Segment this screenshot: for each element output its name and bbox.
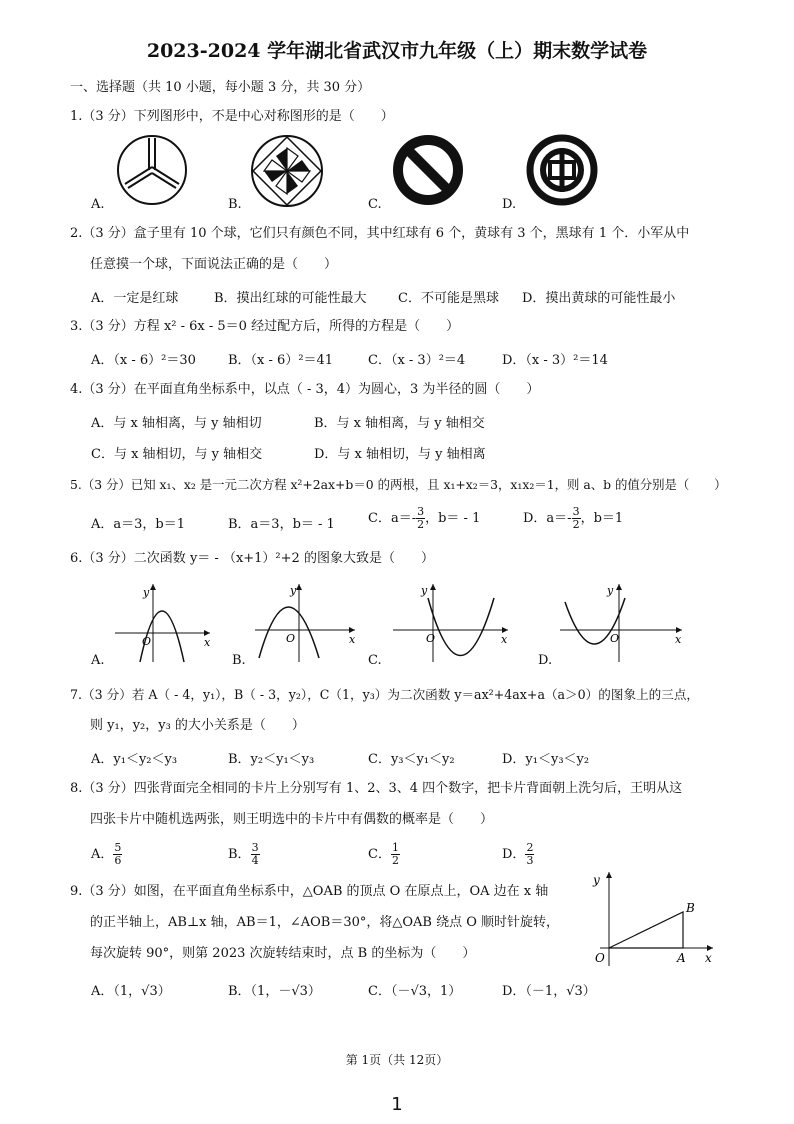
q5-option-c-tail: ，b＝ - 1 xyxy=(425,511,481,526)
q6b-y-label: y xyxy=(290,584,297,597)
q3-option-b: B．（x - 6）²＝41 xyxy=(228,353,334,368)
q7-line2: 则 y₁，y₂，y₃ 的大小关系是（ ） xyxy=(90,718,305,733)
fraction-denominator: 3 xyxy=(526,854,534,867)
q9-line1: 9.（3 分）如图，在平面直角坐标系中，△OAB 的顶点 O 在原点上，OA 边在 x 轴 xyxy=(70,884,549,899)
q5-option-c xyxy=(368,506,480,531)
q6c-origin: O xyxy=(426,632,436,645)
q6a-origin: O xyxy=(142,635,152,648)
q2-option-a: A．一定是红球 xyxy=(91,291,179,306)
q6-label-c: C. xyxy=(368,653,382,668)
fraction-denominator: 2 xyxy=(391,854,399,867)
q2-line1: 2.（3 分）盒子里有 10 个球，它们只有颜色不同，其中红球有 6 个，黄球有 3 个，黑球有 1 个．小军从中 xyxy=(70,226,690,241)
q6-graph-c xyxy=(388,578,513,663)
q9-option-b: B．（1，－√3） xyxy=(228,984,321,999)
q1-figure-c xyxy=(392,134,464,206)
q8-option-d xyxy=(502,842,534,867)
q8-option-c xyxy=(368,842,400,867)
fraction-denominator: 6 xyxy=(114,854,122,867)
q9-option-a: A．（1，√3） xyxy=(91,984,171,999)
q9-o-label: O xyxy=(595,951,605,965)
q1-label-c: C. xyxy=(368,197,382,212)
q4-option-d: D．与 x 轴相切，与 y 轴相离 xyxy=(314,447,486,462)
q5-option-c-fraction xyxy=(416,506,425,531)
q8-option-c-label: C． xyxy=(368,847,391,862)
q2-option-b: B．摸出红球的可能性最大 xyxy=(214,291,367,306)
q4-option-b: B．与 x 轴相离，与 y 轴相交 xyxy=(314,416,485,431)
exam-title: 2023-2024 学年湖北省武汉市九年级（上）期末数学试卷 xyxy=(146,40,648,62)
q8-option-a-label: A． xyxy=(91,847,114,862)
q6-label-b: B. xyxy=(232,653,246,668)
q7-option-c: C．y₃＜y₁＜y₂ xyxy=(368,752,455,767)
q7-option-d: D．y₁＜y₃＜y₂ xyxy=(502,752,590,767)
q9-x-label: x xyxy=(705,951,712,965)
q7-line1: 7.（3 分）若 A（ - 4，y₁），B（ - 3，y₂），C（1，y₃）为二次函数 y＝ax²+4ax+a（a＞0）的图象上的三点， xyxy=(70,687,700,702)
q1-label-b: B. xyxy=(228,197,242,212)
q4-option-c: C．与 x 轴相切，与 y 轴相交 xyxy=(91,447,263,462)
q8-option-b-label: B． xyxy=(228,847,251,862)
q6b-x-label: x xyxy=(349,633,356,646)
q9-option-d: D．（－1，√3） xyxy=(502,984,596,999)
q5-option-d-tail: ，b＝1 xyxy=(580,511,624,526)
q8-option-a-fraction xyxy=(113,842,122,867)
q6d-origin: O xyxy=(610,632,620,645)
q1-label-a: A. xyxy=(91,197,105,212)
q9-b-label: B xyxy=(686,901,695,915)
fraction-numerator: 5 xyxy=(114,841,122,854)
q6b-origin: O xyxy=(286,632,296,645)
q8-option-b-fraction xyxy=(251,842,260,867)
q5-stem: 5.（3 分）已知 x₁、x₂ 是一元二次方程 x²+2ax+b＝0 的两根，且 x₁+x₂＝3，x₁x₂＝1，则 a、b 的值分别是（ ） xyxy=(70,477,727,492)
q5-option-a: A．a＝3，b＝1 xyxy=(91,517,186,532)
q9-line2: 的正半轴上，AB⊥x 轴，AB＝1，∠AOB＝30°，将△OAB 绕点 O 顺时针旋转， xyxy=(90,915,560,930)
q7-option-b: B．y₂＜y₁＜y₃ xyxy=(228,752,315,767)
q5-option-d-label: D．a＝- xyxy=(523,511,572,526)
q8-line2: 四张卡片中随机选两张，则王明选中的卡片中有偶数的概率是（ ） xyxy=(90,812,494,827)
q3-stem: 3.（3 分）方程 x² - 6x - 5＝0 经过配方后，所得的方程是（ ） xyxy=(70,319,460,334)
page-number: 1 xyxy=(391,1094,403,1115)
q6c-y-label: y xyxy=(421,584,428,597)
q2-line2: 任意摸一个球，下面说法正确的是（ ） xyxy=(90,257,338,272)
fraction-numerator: 3 xyxy=(572,505,580,518)
q6-graph-b xyxy=(250,578,360,663)
q6a-x-label: x xyxy=(204,636,211,649)
q5-option-d xyxy=(523,506,623,531)
q5-option-c-label: C．a＝- xyxy=(368,511,417,526)
q8-option-c-fraction xyxy=(391,842,400,867)
fraction-denominator: 4 xyxy=(251,854,259,867)
q4-option-a: A．与 x 轴相离，与 y 轴相切 xyxy=(91,416,262,431)
q9-line3: 每次旋转 90°，则第 2023 次旋转结束时，点 B 的坐标为（ ） xyxy=(90,946,476,961)
q6-stem: 6.（3 分）二次函数 y＝ - （x+1）²+2 的图象大致是（ ） xyxy=(70,551,434,566)
q9-a-label: A xyxy=(677,951,686,965)
q8-option-a xyxy=(91,842,122,867)
q4-stem: 4.（3 分）在平面直角坐标系中，以点（ - 3，4）为圆心，3 为半径的圆（ ） xyxy=(70,382,540,397)
q3-option-a: A．（x - 6）²＝30 xyxy=(91,353,196,368)
q1-figure-a xyxy=(116,134,188,206)
q9-option-c: C．（－√3，1） xyxy=(368,984,462,999)
q8-option-b xyxy=(228,842,260,867)
fraction-numerator: 3 xyxy=(251,841,259,854)
q1-label-d: D. xyxy=(502,197,517,212)
q9-y-label: y xyxy=(593,873,600,887)
q9-triangle-figure xyxy=(588,866,718,968)
q1-stem: 1.（3 分）下列图形中，不是中心对称图形的是（ ） xyxy=(70,109,394,124)
q6-graph-a xyxy=(110,578,215,663)
fraction-denominator: 2 xyxy=(572,518,580,531)
q2-option-c: C．不可能是黑球 xyxy=(398,291,499,306)
q5-option-b: B．a＝3，b＝ - 1 xyxy=(228,517,335,532)
q2-option-d: D．摸出黄球的可能性最小 xyxy=(522,291,676,306)
q1-figure-b xyxy=(250,134,324,208)
q6c-x-label: x xyxy=(501,633,508,646)
fraction-numerator: 2 xyxy=(526,841,534,854)
q7-option-a: A．y₁＜y₂＜y₃ xyxy=(91,752,178,767)
q6-label-d: D. xyxy=(538,653,553,668)
q3-option-d: D．（x - 3）²＝14 xyxy=(502,353,608,368)
page-footer: 第 1页（共 12页） xyxy=(345,1053,449,1067)
section-heading: 一、选择题（共 10 小题，每小题 3 分，共 30 分） xyxy=(70,80,371,95)
q6-label-a: A. xyxy=(91,653,105,668)
q3-option-c: C．（x - 3）²＝4 xyxy=(368,353,466,368)
q8-option-d-label: D． xyxy=(502,847,526,862)
q8-line1: 8.（3 分）四张背面完全相同的卡片上分别写有 1、2、3、4 四个数字，把卡片背面朝上洗匀后，王明从这 xyxy=(70,781,683,796)
fraction-denominator: 2 xyxy=(417,518,425,531)
q6d-y-label: y xyxy=(607,584,614,597)
fraction-numerator: 3 xyxy=(417,505,425,518)
q1-figure-d xyxy=(526,134,598,206)
q6a-y-label: y xyxy=(143,586,150,599)
q6-graph-d xyxy=(555,578,687,663)
q5-option-d-fraction xyxy=(572,506,581,531)
q6d-x-label: x xyxy=(675,633,682,646)
q8-option-d-fraction xyxy=(525,842,534,867)
fraction-numerator: 1 xyxy=(391,841,399,854)
